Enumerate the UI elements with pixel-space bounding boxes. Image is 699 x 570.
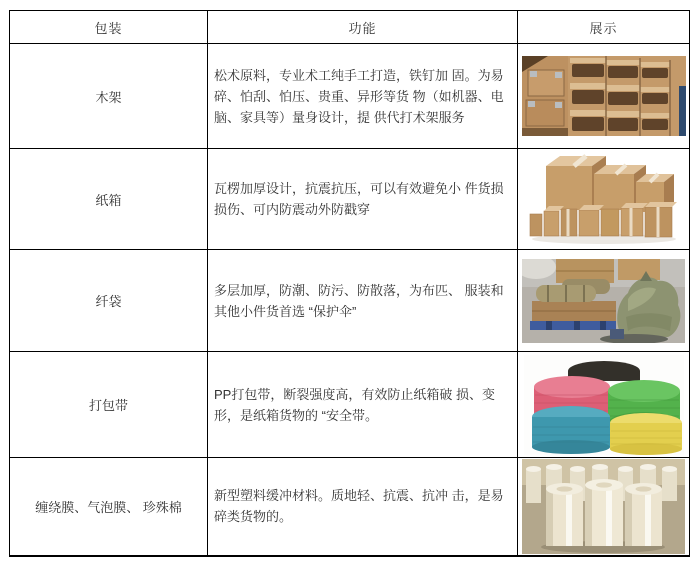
stretch-film-rolls-photo: [522, 459, 685, 554]
table-row: [10, 250, 690, 352]
header-function: 功能: [208, 11, 518, 44]
header-packaging: 包装: [10, 11, 208, 44]
display-cell: [518, 149, 690, 250]
woven-bags-photo: [522, 259, 685, 343]
packaging-table: [9, 10, 690, 557]
function-text: 松术原料，专业术工纯手工打造，铁钉加 固。为易碎、怕刮、怕压、贵重、异形等货 物（如机器、电脑、家具等）量身设计，提 供代打术架服务: [208, 44, 518, 149]
function-text: 瓦楞加厚设计，抗震抗压，可以有效避免小 件货损损伤、可内防震动外防戳穿: [208, 149, 518, 250]
header-display: 展示: [518, 11, 690, 44]
function-text: 新型塑料缓冲材料。质地轻、抗震、抗冲 击，是易碎类货物的。: [208, 458, 518, 556]
function-text: PP打包带，断裂强度高，有效防止纸箱破 损、变形，是纸箱货物的 “安全带。: [208, 352, 518, 458]
function-text: 多层加厚，防潮、防污、防散落，为布匹、 服装和其他小件货首选 “保护伞”: [208, 250, 518, 352]
table-row: [10, 458, 690, 556]
header-row: [10, 11, 690, 44]
cardboard-boxes-photo: [524, 152, 684, 247]
packaging-name: 缠绕膜、气泡膜、 珍殊棉: [10, 458, 208, 556]
table-row: [10, 149, 690, 250]
packaging-name: 纤袋: [10, 250, 208, 352]
display-cell: [518, 44, 690, 149]
strapping-rolls-photo: [524, 355, 684, 455]
display-cell: [518, 458, 690, 556]
wooden-crates-photo: [522, 56, 686, 136]
packaging-name: 打包带: [10, 352, 208, 458]
packaging-name: 纸箱: [10, 149, 208, 250]
packaging-name: 木架: [10, 44, 208, 149]
display-cell: [518, 352, 690, 458]
display-cell: [518, 250, 690, 352]
table-row: [10, 44, 690, 149]
table-row: [10, 352, 690, 458]
